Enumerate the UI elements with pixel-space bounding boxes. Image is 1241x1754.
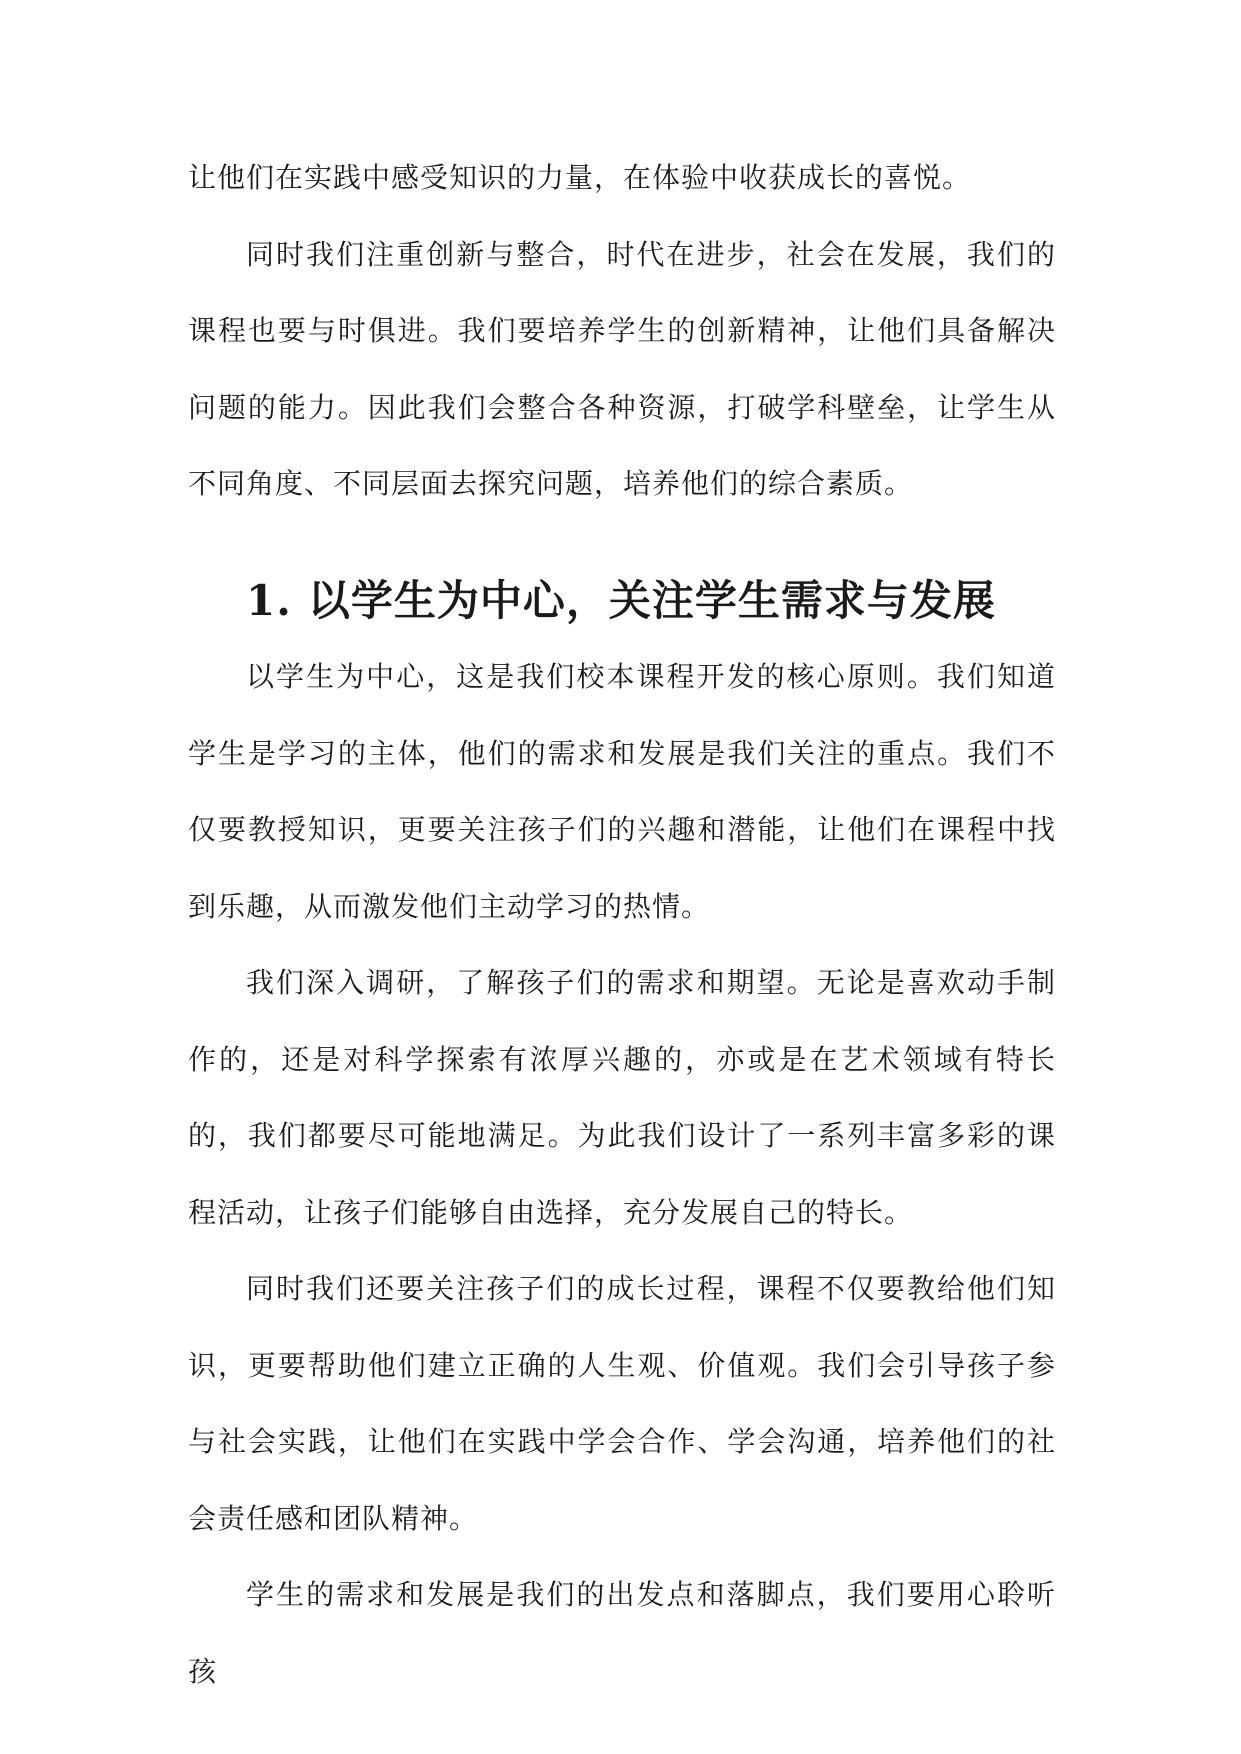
paragraph-innovation: 同时我们注重创新与整合，时代在进步，社会在发展，我们的课程也要与时俱进。我们要培养学生的创新精神，让他们具备解决问题的能力。因此我们会整合各种资源，打破学科壁垒，让学生从不同角度、不同层面去探究问题，培养他们的综合素质。: [188, 237, 1056, 500]
paragraph-needs-development: 学生的需求和发展是我们的出发点和落脚点，我们要用心聆听孩: [188, 1578, 1056, 1688]
paragraph-research-needs: 我们深入调研，了解孩子们的需求和期望。无论是喜欢动手制作的，还是对科学探索有浓厚兴趣的，亦或是在艺术领域有特长的，我们都要尽可能地满足。为此我们设计了一系列丰富多彩的课程活动，让孩子们能够自由选择，充分发展自己的特长。: [188, 966, 1056, 1229]
document-body: [188, 140, 1056, 1710]
paragraph-student-centered: 以学生为中心，这是我们校本课程开发的核心原则。我们知道学生是学习的主体，他们的需求和发展是我们关注的重点。我们不仅要教授知识，更要关注孩子们的兴趣和潜能，让他们在课程中找到乐趣，从而激发他们主动学习的热情。: [188, 660, 1056, 923]
section-spacer: [188, 523, 1056, 563]
section-heading-number: 1.: [246, 575, 292, 625]
section-heading-title: 以学生为中心，关注学生需求与发展: [307, 575, 996, 625]
paragraph-continued: 让他们在实践中感受知识的力量，在体验中收获成长的喜悦。: [188, 161, 972, 194]
section-heading: [188, 563, 1056, 640]
paragraph-growth-process: 同时我们还要关注孩子们的成长过程，课程不仅要教给他们知识，更要帮助他们建立正确的人生观、价值观。我们会引导孩子参与社会实践，让他们在实践中学会合作、学会沟通，培养他们的社会责任感和团队精神。: [188, 1272, 1056, 1535]
